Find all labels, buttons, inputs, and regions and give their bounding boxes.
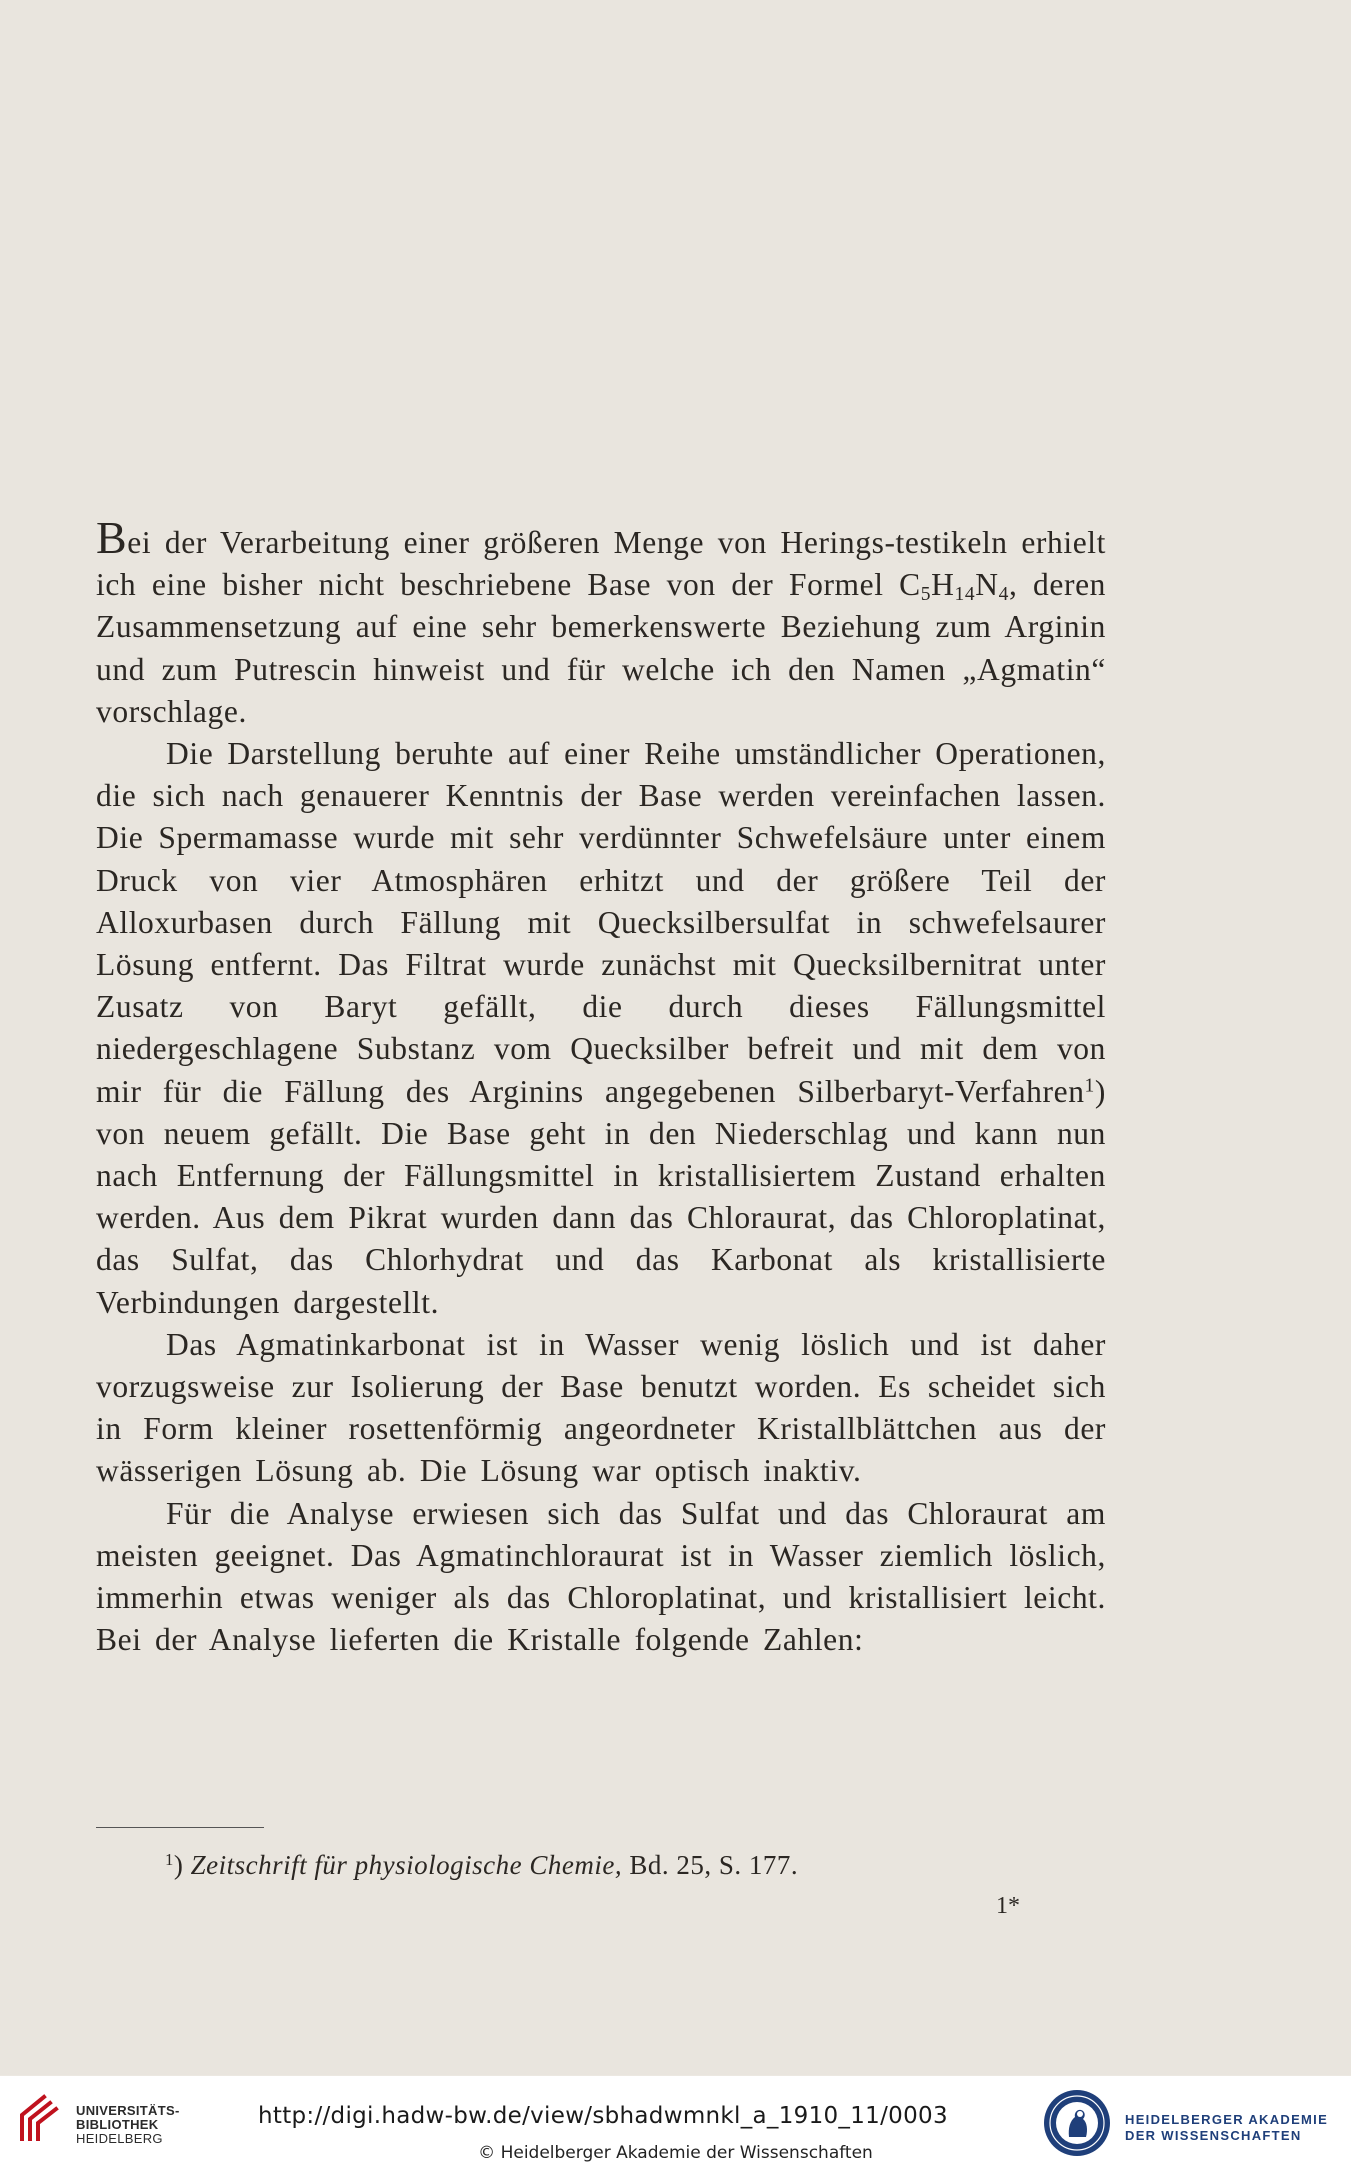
footnote: $^1$) Zeitschrift für physiologische Chemie, Bd. 25, S. 177. xyxy=(165,1849,799,1880)
footnote-journal: Zeitschrift für physiologische Chemie, xyxy=(190,1850,623,1880)
paragraph-3: Das Agmatinkarbonat ist in Wasser wenig löslich und ist daher vorzugsweise zur Isolierung der Base benutzt worden. Es scheidet sich in Form kleiner rosettenförmig angeordneter Kristallblättchen aus der wässerigen Lösung ab. Die Lösung war optisch inaktiv. xyxy=(96,1326,1106,1489)
page-number: 1* xyxy=(996,1893,1020,1919)
permalink-url[interactable]: http://digi.hadw-bw.de/view/sbhadwmnkl_a_1910_11/0003 xyxy=(258,2103,948,2129)
ub-heidelberg-logo-icon[interactable] xyxy=(14,2093,64,2143)
library-name: UNIVERSITÄTS- BIBLIOTHEK HEIDELBERG xyxy=(76,2103,180,2146)
academy-name: HEIDELBERGER AKADEMIE DER WISSENSCHAFTEN xyxy=(1125,2112,1329,2143)
academy-seal-icon[interactable] xyxy=(1042,2088,1112,2158)
drop-cap: B xyxy=(96,512,128,563)
paragraph-1: Bei der Verarbeitung einer größeren Menge von Herings-testikeln erhielt ich eine bisher nicht beschriebene Base von der Formel $C_5H_{14}N_4$, deren Zusammensetzung auf eine sehr bemerkenswerte Beziehung zum Arginin und zum Putrescin hinweist und für welche ich den Namen „Agmatin“ vorschlage. xyxy=(96,512,1106,729)
body-text xyxy=(96,512,1106,1661)
footnote-ref: 1 xyxy=(1084,1074,1095,1096)
paragraph-4: Für die Analyse erwiesen sich das Sulfat und das Chloraurat am meisten geeignet. Das Agmatinchloraurat ist in Wasser ziemlich löslich, immerhin etwas weniger als das Chloroplatinat, und kristallisiert leicht. Bei der Analyse lieferten die Kristalle folgende Zahlen: xyxy=(96,1495,1106,1658)
paragraph-2: Die Darstellung beruhte auf einer Reihe umständlicher Operationen, die sich nach genauerer Kenntnis der Base werden vereinfachen lassen. Die Spermamasse wurde mit sehr verdünnter Schwefelsäure unter einem Druck von vier Atmosphären erhitzt und der größere Teil der Alloxurbasen durch Fällung mit Quecksilbersulfat in schwefelsaurer Lösung entfernt. Das Filtrat wurde zunächst mit Quecksilbernitrat unter Zusatz von Baryt gefällt, die durch dieses Fällungsmittel niedergeschlagene Substanz vom Quecksilber befreit und mit dem von mir für die Fällung des Arginins angegebenen Silberbaryt-Verfahren$^1$) von neuem gefällt. Die Base geht in den Niederschlag und kann nun nach Entfernung der Fällungsmittel in kristallisiertem Zustand erhalten werden. Aus dem Pikrat wurden dann das Chloraurat, das Chloroplatinat, das Sulfat, das Chlorhydrat und das Karbonat als kristallisierte Verbindungen dargestellt. xyxy=(96,736,1106,1320)
footnote-divider xyxy=(96,1827,264,1828)
copyright-text: © Heidelberger Akademie der Wissenschaften xyxy=(478,2143,873,2163)
